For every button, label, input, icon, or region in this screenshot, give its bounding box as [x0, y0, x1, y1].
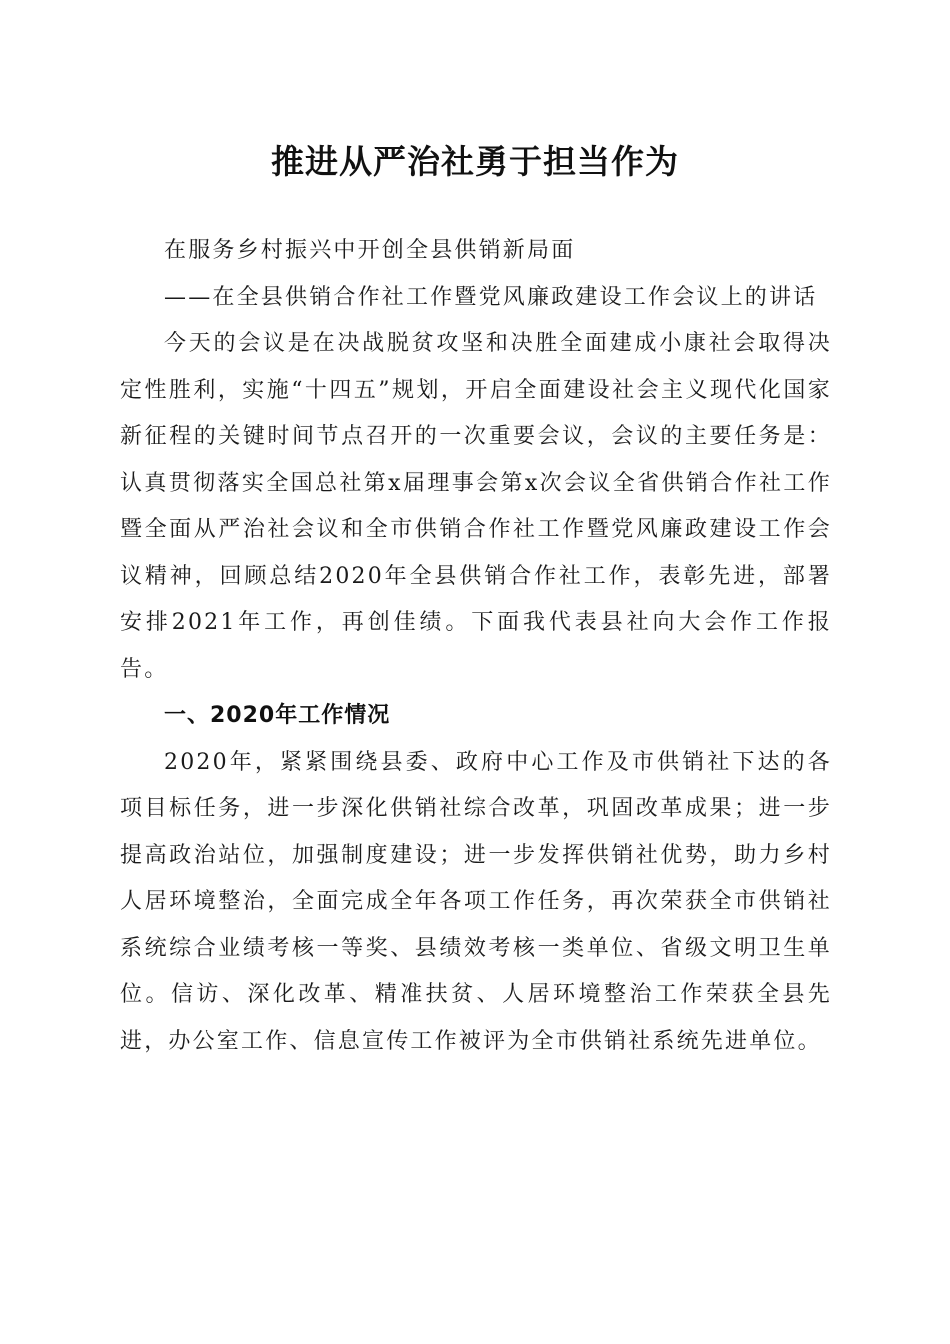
speech-subheading: ——在全县供销合作社工作暨党风廉政建设工作会议上的讲话	[164, 284, 818, 310]
document-body	[120, 228, 832, 1065]
document-title: 推进从严治社勇于担当作为	[271, 142, 679, 181]
section-paragraph: 2020年，紧紧围绕县委、政府中心工作及市供销社下达的各项目标任务，进一步深化供销社综合改革，巩固改革成果；进一步提高政治站位，加强制度建设；进一步发挥供销社优势，助力乡村人居环境整治，全面完成全年各项工作任务，再次荣获全市供销社系统综合业绩考核一等奖、县绩效考核一类单位、省级文明卫生单位。信访、深化改革、精准扶贫、人居环境整治工作荣获全县先进，办公室工作、信息宣传工作被评为全市供销社系统先进单位。	[120, 749, 832, 1054]
intro-paragraph: 今天的会议是在决战脱贫攻坚和决胜全面建成小康社会取得决定性胜利，实施“十四五”规划，开启全面建设社会主义现代化国家新征程的关键时间节点召开的一次重要会议，会议的主要任务是：认真贯彻落实全国总社第x届理事会第x次会议全省供销合作社工作暨全面从严治社会议和全市供销合作社工作暨党风廉政建设工作会议精神，回顾总结2020年全县供销合作社工作，表彰先进，部署安排2021年工作，再创佳绩。下面我代表县社向大会作工作报告。	[120, 331, 832, 682]
section-heading: 一、2020年工作情况	[164, 703, 391, 728]
speech-subtitle: 在服务乡村振兴中开创全县供销新局面	[164, 238, 576, 263]
